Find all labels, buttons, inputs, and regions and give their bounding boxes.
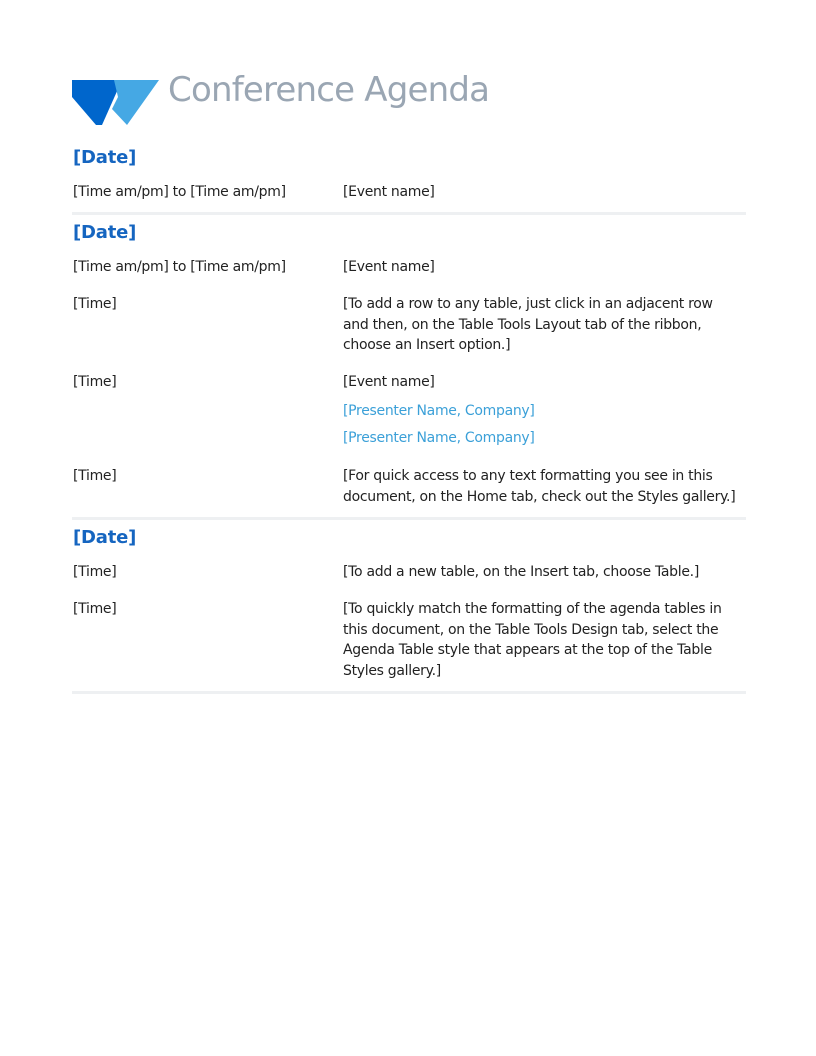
date-heading: [Date] <box>73 222 137 243</box>
agenda-section <box>72 146 746 215</box>
presenter-name: [Presenter Name, Company] <box>343 402 535 419</box>
page-title: Conference Agenda <box>168 70 490 110</box>
agenda-section <box>72 526 746 694</box>
time-cell: [Time] <box>73 468 117 484</box>
agenda-row <box>72 372 746 449</box>
logo-icon <box>72 79 160 127</box>
presenter-name: [Presenter Name, Company] <box>343 430 535 446</box>
agenda-row <box>72 182 746 203</box>
event-cell: [For quick access to any text formatting you see in this document, on the Home tab, check out the Styles gallery.] <box>343 468 736 505</box>
time-cell: [Time] <box>73 601 117 617</box>
event-name: [Event name] <box>343 374 435 390</box>
date-heading: [Date] <box>73 527 137 548</box>
event-cell: [To add a row to any table, just click in an adjacent row and then, on the Table Tools Layout tab of the ribbon, choose an Insert option.] <box>343 296 713 353</box>
event-cell <box>343 372 746 449</box>
event-cell: [Event name] <box>343 184 435 200</box>
time-cell: [Time] <box>73 374 117 390</box>
time-cell: [Time] <box>73 564 117 580</box>
agenda-row <box>72 562 746 583</box>
agenda-section <box>72 221 746 520</box>
logo-light-shape <box>112 80 159 125</box>
event-cell: [To quickly match the formatting of the agenda tables in this document, on the Table Tools Design tab, select the Agenda Table style that appears at the top of the Table Styles gallery.] <box>343 601 722 679</box>
logo-dark-shape <box>72 80 122 125</box>
time-cell: [Time am/pm] to [Time am/pm] <box>73 259 286 275</box>
agenda-row <box>72 257 746 278</box>
event-cell: [To add a new table, on the Insert tab, choose Table.] <box>343 564 699 580</box>
event-cell: [Event name] <box>343 259 435 275</box>
time-cell: [Time am/pm] to [Time am/pm] <box>73 184 286 200</box>
date-heading: [Date] <box>73 147 137 168</box>
agenda-row <box>72 466 746 507</box>
agenda-row <box>72 294 746 356</box>
agenda-row <box>72 599 746 681</box>
time-cell: [Time] <box>73 296 117 312</box>
